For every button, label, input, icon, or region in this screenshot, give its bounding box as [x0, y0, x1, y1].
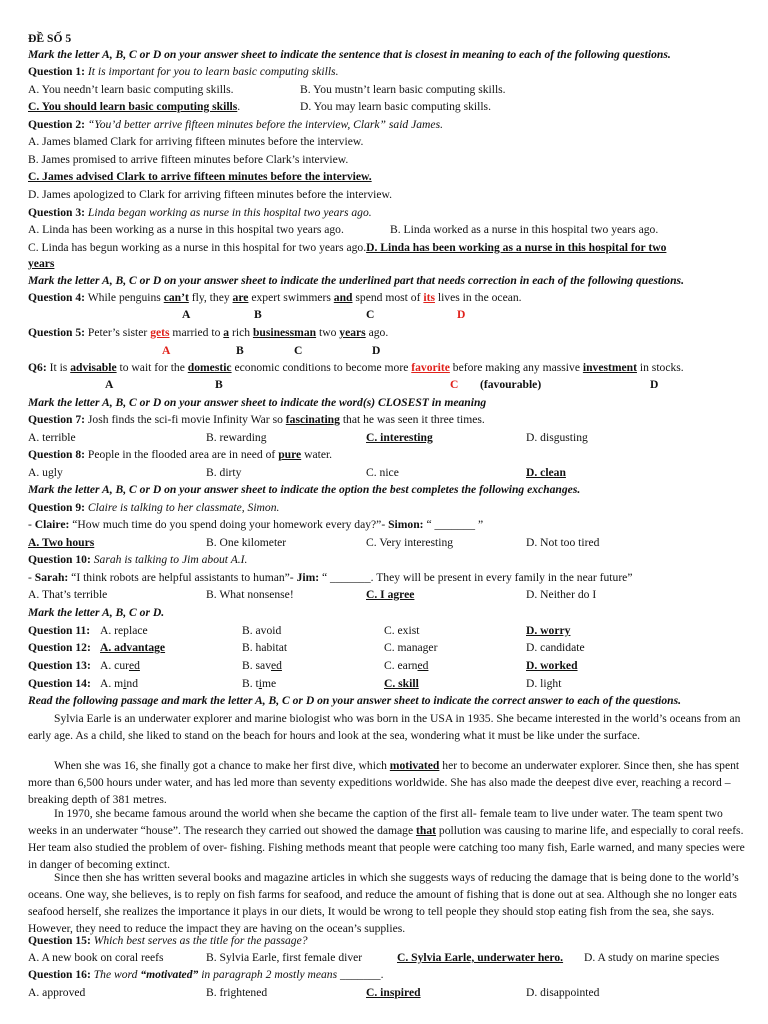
instruction-5: Mark the letter A, B, C or D.	[28, 606, 165, 619]
passage-paragraph-4: Since then she has written several books and magazine articles in which she suggests ways of reducing the damage that is being done to the world’s oceans. One way, she believes, is to reply on fish farms for seafood, and reduce the amount of fishing that is done out at sea. Although she no longer eats seafood herself, she realizes the importance it plays in our diets, It would be wrong to tell people they should stop eating fish from the sea, she says. However, they need to reduce the impact they are having on the ocean’s supplies.	[28, 871, 739, 935]
passage-paragraph-3: In 1970, she became famous around the world when she became the caption of the first all- female team to live under water. The team spent two weeks in an underwater “house”. The research they carried out showed the damage that pollution was causing to marine life, and especially to coral reefs. Her team also studied the problem of over- fishing. Fishing methods meant that people were catching too many fish, Earle warned, and many species were in danger of becoming extinct.	[28, 807, 745, 871]
q3-option-d: D. Linda has been working as a nurse in this hospital for two	[366, 241, 667, 254]
instruction-6: Read the following passage and mark the letter A, B, C or D on your answer sheet to indicate the correct answer to each of the questions.	[28, 694, 682, 707]
q1-option-c: C. You should learn basic computing skills	[28, 100, 238, 113]
question-9: Question 9: Claire is talking to her classmate, Simon.	[28, 501, 280, 514]
question-4: Question 4: While penguins can’t fly, they are expert swimmers and spend most of its lives in the ocean.	[28, 291, 522, 304]
question-1: Question 1: It is important for you to learn basic computing skills.	[28, 65, 339, 78]
instruction-2: Mark the letter A, B, C or D on your answer sheet to indicate the underlined part that needs correction in each of the following questions.	[28, 274, 684, 287]
q1-option-b: B. You mustn’t learn basic computing skills.	[300, 83, 506, 96]
q2-option-c: C. James advised Clark to arrive fifteen minutes before the interview.	[28, 170, 372, 183]
q9-dialogue: - Claire: “How much time do you spend doing your homework every day?”- Simon: “ _______ ”	[28, 518, 484, 531]
question-7: Question 7: Josh finds the sci-fi movie Infinity War so fascinating that he was seen it three times.	[28, 413, 485, 426]
q3-option-a: A. Linda has been working as a nurse in this hospital two years ago.	[28, 223, 344, 236]
q1-option-a: A. You needn’t learn basic computing skills.	[28, 83, 234, 96]
q3-option-d-cont: years	[28, 257, 55, 270]
question-15: Question 15: Which best serves as the title for the passage?	[28, 934, 308, 947]
q10-dialogue: - Sarah: “I think robots are helpful assistants to human”- Jim: “ _______. They will be present in every family in the near future”	[28, 571, 633, 584]
q1-option-d: D. You may learn basic computing skills.	[300, 100, 491, 113]
passage-paragraph-2: When she was 16, she finally got a chance to make her first dive, which motivated her to become an underwater explorer. Since then, she has spent more than 6,500 hours under water, and has led more than seventy expeditions worldwide. She has also made the deepest dive ever, reaching a record – breaking depth of 381 metres.	[28, 759, 740, 806]
q2-option-d: D. James apologized to Clark for arriving fifteen minutes before the interview.	[28, 188, 393, 201]
q3-options-row2	[28, 239, 750, 256]
question-10: Question 10: Sarah is talking to Jim about A.I.	[28, 553, 248, 566]
q3-option-b: B. Linda worked as a nurse in this hospital two years ago.	[390, 223, 659, 236]
page-title: ĐỀ SỐ 5	[28, 32, 72, 45]
question-6: Q6: It is advisable to wait for the domestic economic conditions to become more favorite before making any massive investment in stocks.	[28, 361, 684, 374]
question-8: Question 8: People in the flooded area are in need of pure water.	[28, 448, 333, 461]
question-16: Question 16: The word “motivated” in paragraph 2 mostly means _______.	[28, 968, 384, 981]
passage-paragraph-1: Sylvia Earle is an underwater explorer and marine biologist who was born in the USA in 1935. She became interested in the world’s oceans from an early age. As a child, she liked to stand on the beach for hours and look at the sea, wondering what it must be like under the surface.	[28, 712, 741, 742]
question-5: Question 5: Peter’s sister gets married to a rich businessman two years ago.	[28, 326, 389, 339]
instruction-3: Mark the letter A, B, C or D on your answer sheet to indicate the word(s) CLOSEST in meaning	[28, 396, 487, 409]
question-3: Question 3: Linda began working as nurse in this hospital two years ago.	[28, 206, 372, 219]
q2-option-b: B. James promised to arrive fifteen minutes before Clark’s interview.	[28, 153, 349, 166]
q3-option-c: C. Linda has begun working as a nurse in this hospital for two years ago.	[28, 241, 367, 254]
instruction-4: Mark the letter A, B, C or D on your answer sheet to indicate the option the best completes the following exchanges.	[28, 483, 581, 496]
question-2: Question 2: “You’d better arrive fifteen minutes before the interview, Clark” said James.	[28, 118, 443, 131]
q2-option-a: A. James blamed Clark for arriving fifteen minutes before the interview.	[28, 135, 364, 148]
instruction-1: Mark the letter A, B, C or D on your answer sheet to indicate the sentence that is closest in meaning to each of the following questions.	[28, 48, 671, 61]
